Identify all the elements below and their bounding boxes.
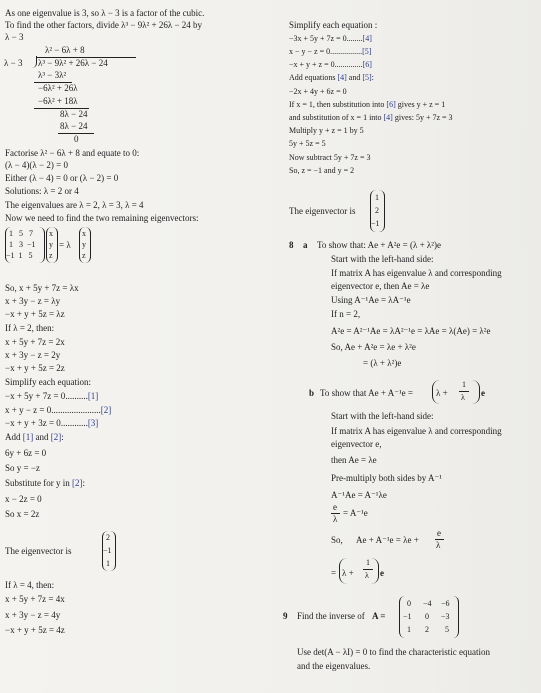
equation-line: x + y − z = 0......................[2]: [5, 405, 112, 415]
equation-line: x − 2z = 0: [5, 494, 42, 504]
text-line: and substitution of x = 1 into [4] gives: 5y + 7z = 3: [289, 113, 453, 122]
eigenvector-label: The eigenvector is: [5, 546, 72, 556]
text-line: If matrix A has eigenvalue λ and corresponding: [331, 426, 502, 436]
text-line: Substitute for y in [2]:: [5, 478, 86, 488]
text-line: To find the other factors, divide λ³ − 9λ² + 26λ − 24 by: [5, 20, 203, 30]
equation-ref: [3]: [87, 418, 99, 428]
text-line: (λ − 4)(λ − 2) = 0: [5, 160, 68, 170]
text-line: Use det(A − λI) = 0 to find the characteristic equation: [297, 647, 490, 657]
matrix-cell: 1: [9, 229, 13, 238]
text-line: Simplify each equation:: [5, 377, 91, 387]
equation-line: −x + y + 5z = 2z: [5, 363, 65, 373]
equation-line: So, x + 5y + 7z = λx: [5, 283, 79, 293]
equation-line: 5y + 5z = 5: [289, 139, 326, 148]
text-line: As one eigenvalue is 3, so λ − 3 is a factor of the cubic.: [5, 8, 205, 18]
equation-line: So x = 2z: [5, 509, 40, 519]
division-step: −6λ² + 26λ: [38, 83, 78, 93]
matrix-cell: 1: [9, 240, 13, 249]
eigenvector-label: The eigenvector is: [289, 206, 356, 216]
equation-line: = (λ + λ²)e: [363, 358, 402, 368]
matrix-cell: −1: [27, 240, 36, 249]
matrix-cell: 5: [28, 251, 33, 260]
text-line: If λ = 2, then:: [5, 323, 55, 333]
part-label: a: [303, 240, 308, 250]
question-number: 9: [283, 611, 288, 621]
equation-line: x + 3y − z = 2y: [5, 350, 61, 360]
equation-line: −3x + 5y + 7z = 0........[4]: [289, 34, 372, 43]
equation-line: = A⁻¹e: [343, 508, 368, 518]
text-line: Start with the left-hand side:: [331, 411, 434, 421]
text-line: If x = 1, then substitution into [6] gives y + z = 1: [289, 100, 446, 109]
text-line: If λ = 4, then:: [5, 580, 55, 590]
equation-line: So y = −z: [5, 463, 40, 473]
equation-line: x + 3y − z = λy: [5, 296, 61, 306]
equation-line: x − y − z = 0................[5]: [289, 47, 372, 56]
equation-line: −x + y + 3z = 0............[3]: [5, 418, 99, 428]
text-line: then Ae = λe: [331, 455, 377, 465]
equation-line: So, Ae + A²e = λe + λ²e: [331, 342, 416, 352]
division-step: −6λ² + 18λ: [38, 96, 78, 106]
text-line: So, z = −1 and y = 2: [289, 166, 355, 175]
text-line: Factorise λ² − 6λ + 8 and equate to 0:: [5, 148, 140, 158]
text-line: λ − 3: [5, 32, 24, 42]
equation-ref: [2]: [100, 405, 112, 415]
textbook-page: As one eigenvalue is 3, so λ − 3 is a factor of the cubic. To find the other factors, divide λ³ − 9λ² + 26λ − 24 by λ − 3 λ² − 6λ + 8 λ − 3 λ³ − 9λ² + 26λ − 24 λ³ − 3λ² −6λ² + 26λ −6λ² + 18λ 8λ − 24 8λ − 24 0 Factorise λ² − 6λ + 8 and equate to 0: (λ − 4)(λ − 2) = 0 Either (λ − 4) = 0 or (λ − 2) = 0 Solutions: λ = 2 or 4 The eigenvalues are λ = 2, λ = 3, λ = 4 Now we need to find the two remaining eigenvectors: 1 5 7 1 3 −1 −1 1 5 x y z = λ x y z So, x + 5y + 7z = λx x + 3y − z = λy −x + y + 5z = λz If λ = 2, then: x + 5y + 7z = 2x x + 3y − z = 2y −x + y + 5z = 2z Simplify each equation: −x + 5y + 7z = 0..........[1] x + y − z = 0......................[2] −x + y + 3z = 0............[3] Add [1] and [2]: 6y + 6z = 0 So y = −z Substitute for y in [2]: x − 2z = 0 So x = 2z The eigenvector is 2 −1 1 If λ = 4, then: x + 5y + 7z = 4x x + 3y − z = 4y −x + y + 5z = 4z Simplify each equation : −3x + 5y + 7z = 0........[4] x − y − z = 0................[5] −x + y + z = 0..............[6] Add equations [4] and [5]: −2x + 4y + 6z = 0 If x = 1, then substitution into [6] gives y + z = 1 and substitution of x = 1 into [4] gives: 5y + 7z = 3 Multiply y + z = 1 by 5 5y + 5z = 5 Now subtract 5y + 7z = 3 So, z = −1 and y = 2 The eigenvector is 1 2 −1 8 a To show that: Ae + A²e = (λ + λ²)e Start with the left-hand side: If matrix A has eigenvalue λ and corresponding eigenvector e, then Ae = λe Using A⁻¹Ae = λA⁻¹e If n = 2, A²e = A²⁻¹Ae = λA²⁻¹e = λAe = λ(Ae) = λ²e So, Ae + A²e = λe + λ²e = (λ + λ²)e b To show that Ae + A⁻¹e = λ + 1 λ e Start with the left-hand side: If matrix A has eigenvalue λ and corresponding eigenvector e, then Ae = λe Pre-multiply both sides by A⁻¹ A⁻¹Ae = A⁻¹λe e λ = A⁻¹e So, Ae + A⁻¹e = λe + e λ = λ + 1 λ e 9 Find the inverse of A = 0 −4 −6 −1 0 −3 1 2 5 Use det(A − λI) = 0 to find the characteristic equation and the eigenvalues.: [0, 0, 541, 693]
matrix-cell: 5: [19, 229, 23, 238]
equation-line: −2x + 4y + 6z = 0: [289, 87, 347, 96]
text-line: eigenvector e,: [331, 439, 382, 449]
text-line: If n = 2,: [331, 309, 361, 319]
text-line: Add equations [4] and [5]:: [289, 73, 374, 82]
text-line: Start with the left-hand side:: [331, 254, 434, 264]
equation-line: A⁻¹Ae = A⁻¹λe: [331, 490, 387, 500]
division-step: 8λ − 24: [60, 109, 88, 119]
part-label: b: [309, 388, 315, 398]
text-line: Simplify each equation :: [289, 20, 378, 30]
question-text: To show that Ae + A⁻¹e =: [320, 388, 413, 398]
text-line: Multiply y + z = 1 by 5: [289, 126, 364, 135]
equation-line: x + 5y + 7z = 4x: [5, 594, 65, 604]
division-divisor: λ − 3: [4, 58, 23, 68]
text-line: Add [1] and [2]:: [5, 432, 64, 442]
division-quotient: λ² − 6λ + 8: [45, 45, 85, 55]
matrix-cell: 7: [29, 229, 33, 238]
equation-line: −x + y + 5z = λz: [5, 309, 65, 319]
text-line: The eigenvalues are λ = 2, λ = 3, λ = 4: [5, 200, 144, 210]
division-step: 8λ − 24: [60, 121, 88, 131]
question-number: 8: [289, 240, 294, 250]
division-dividend: λ³ − 9λ² + 26λ − 24: [38, 58, 108, 68]
division-bracket: [32, 56, 37, 68]
text-line: Using A⁻¹Ae = λA⁻¹e: [331, 295, 411, 305]
equation-line: x + 5y + 7z = 2x: [5, 337, 65, 347]
division-remainder: 0: [74, 134, 79, 144]
text-line: Now we need to find the two remaining eigenvectors:: [5, 213, 199, 223]
text-line: Either (λ − 4) = 0 or (λ − 2) = 0: [5, 173, 119, 183]
text-line: Now subtract 5y + 7z = 3: [289, 153, 371, 162]
text-line: Pre-multiply both sides by A⁻¹: [331, 473, 442, 483]
equation-line: −x + y + z = 0..............[6]: [289, 60, 372, 69]
equation-ref: [1]: [87, 391, 99, 401]
equation-line: 6y + 6z = 0: [5, 448, 47, 458]
text-line: Solutions: λ = 2 or 4: [5, 186, 79, 196]
equation-line: A²e = A²⁻¹Ae = λA²⁻¹e = λAe = λ(Ae) = λ²e: [331, 326, 491, 336]
matrix-cell: 1: [18, 251, 23, 260]
equation-line: x + 3y − z = 4y: [5, 610, 61, 620]
text-line: If matrix A has eigenvalue λ and corresponding: [331, 268, 502, 278]
equation-line: −x + 5y + 7z = 0..........[1]: [5, 391, 99, 401]
equals-lambda: = λ: [59, 240, 71, 250]
division-step: λ³ − 3λ²: [38, 70, 67, 80]
equation-line: −x + y + 5z = 4z: [5, 625, 65, 635]
equation-line: Ae + A⁻¹e = λe +: [356, 535, 419, 545]
text-line: and the eigenvalues.: [297, 661, 371, 671]
question-text: Find the inverse of: [297, 611, 365, 621]
matrix-cell: −1: [6, 251, 15, 260]
text-line: eigenvector e, then Ae = λe: [331, 281, 430, 291]
question-text: To show that: Ae + A²e = (λ + λ²)e: [317, 240, 441, 250]
matrix-cell: 3: [19, 240, 23, 249]
